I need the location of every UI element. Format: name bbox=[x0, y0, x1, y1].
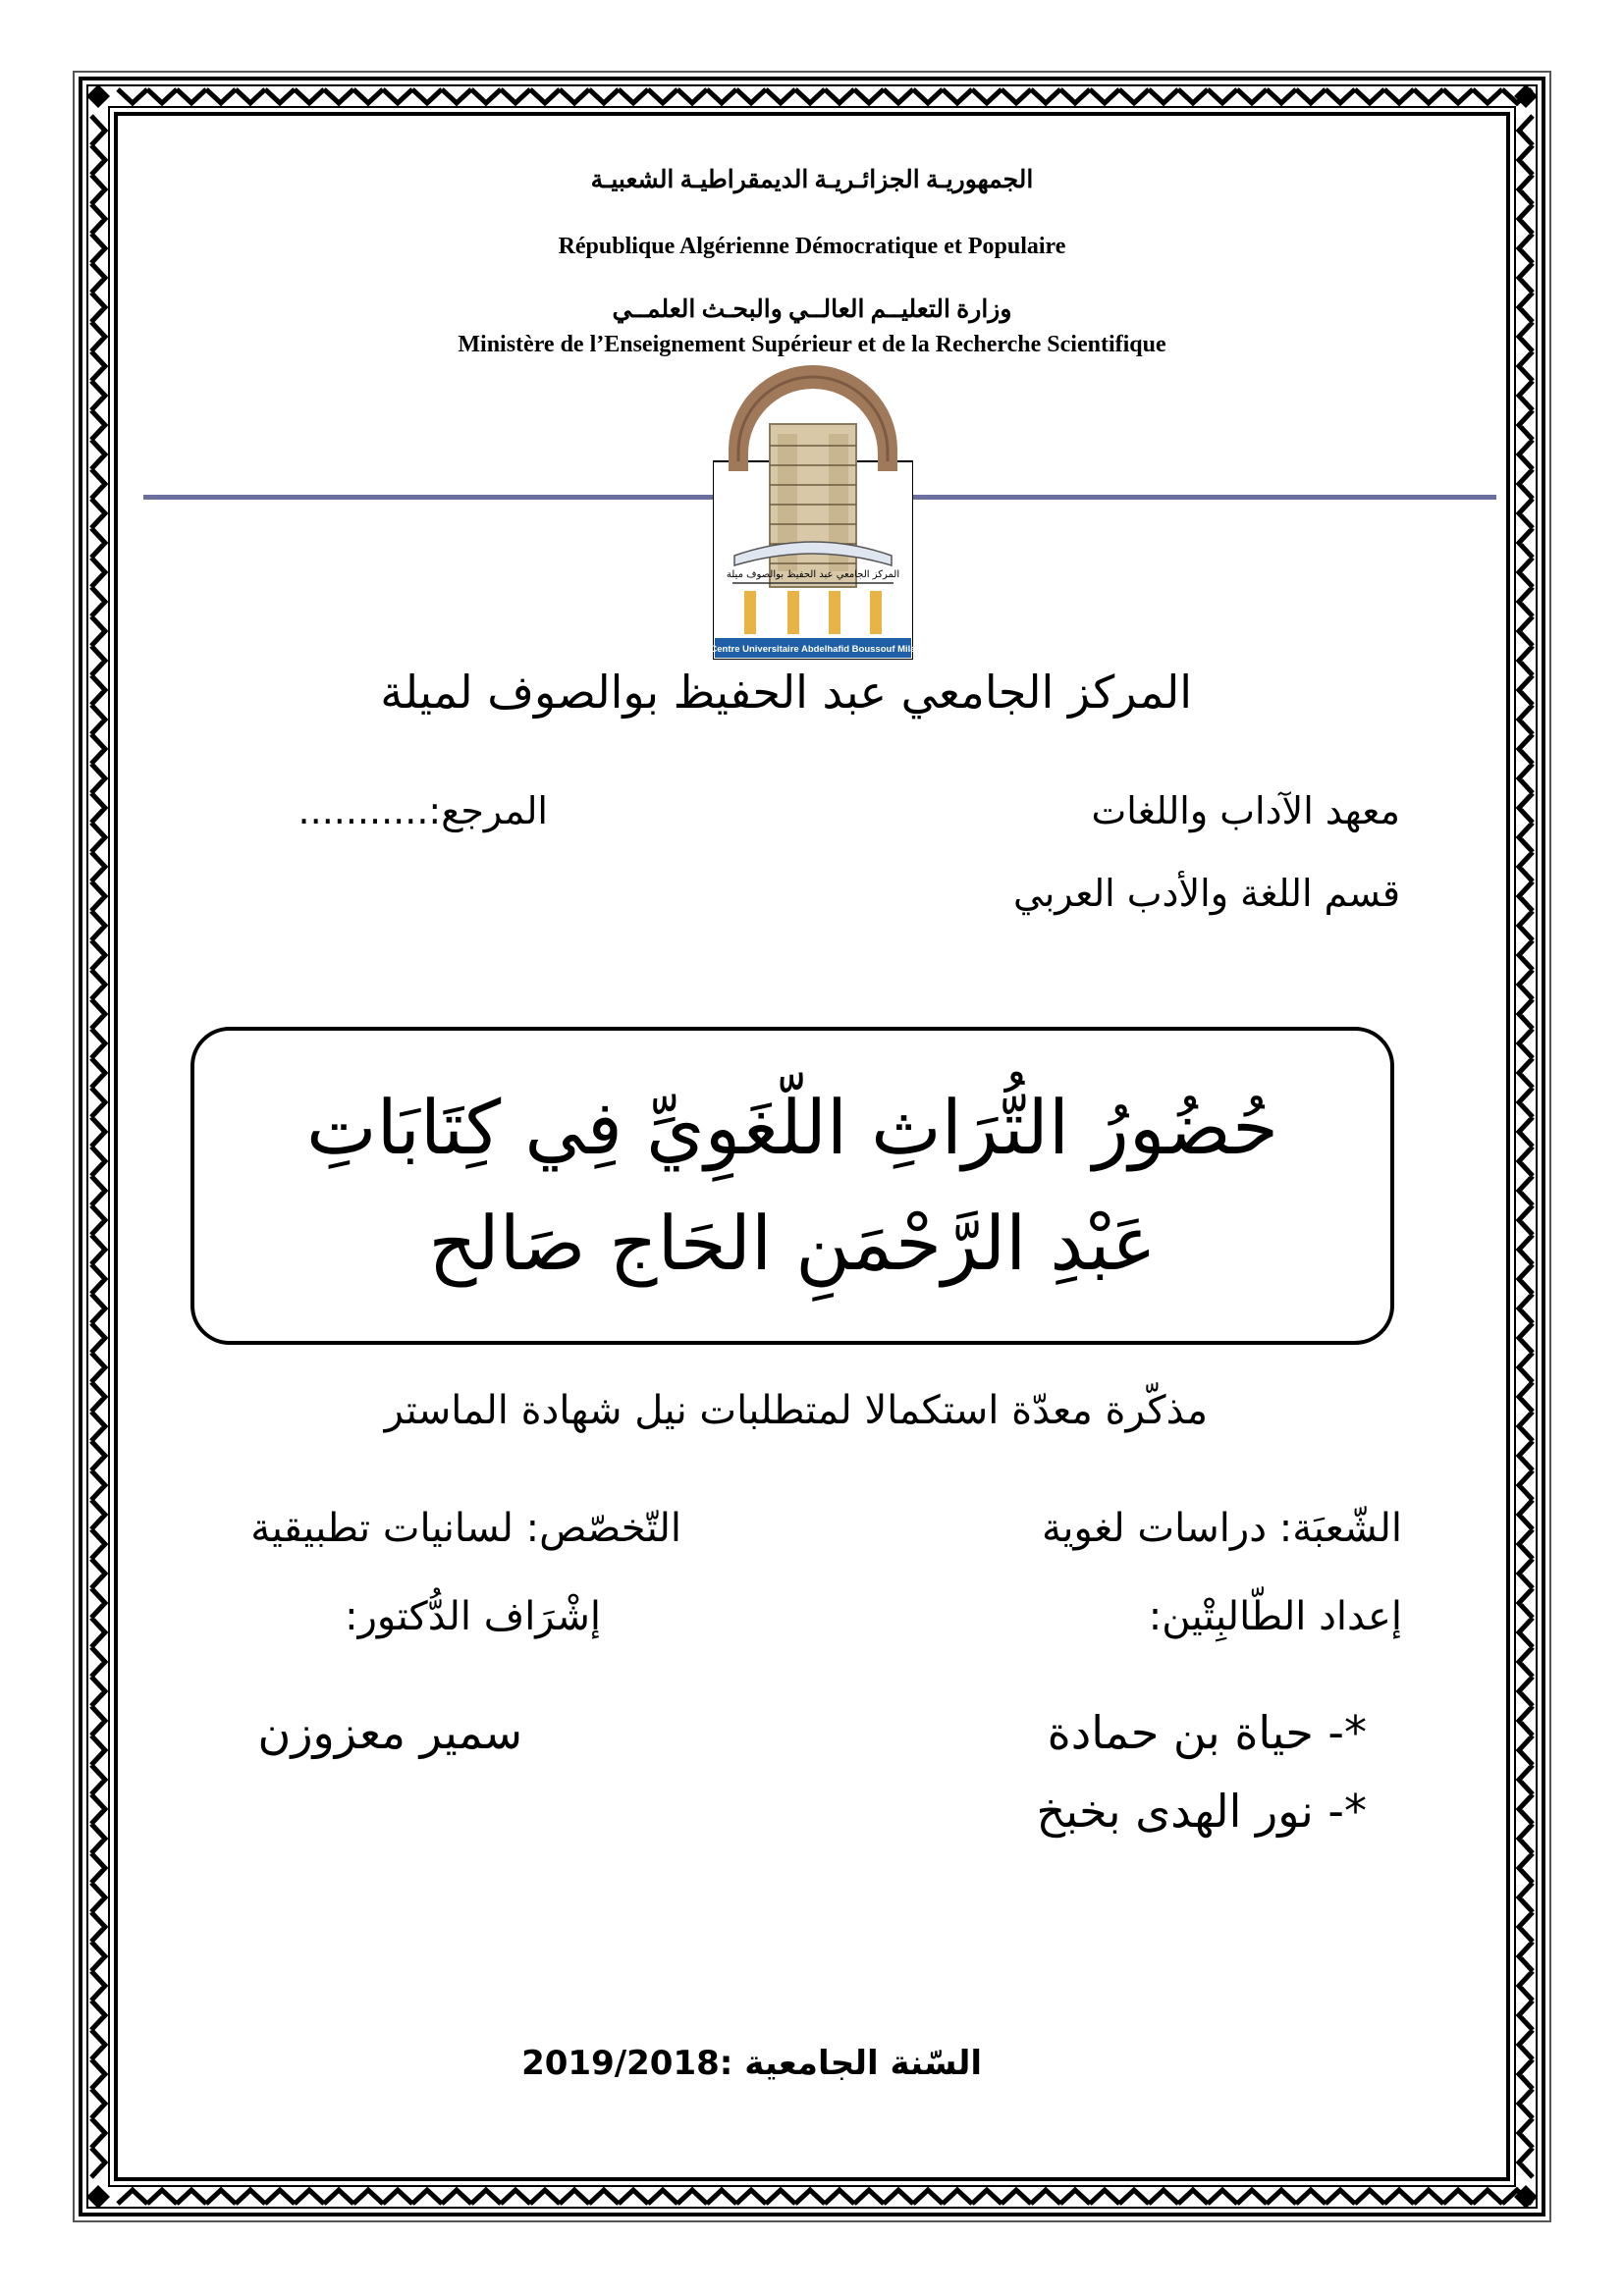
student-name-1: *- حياة بن حمادة bbox=[1047, 1706, 1367, 1759]
branch-field: الشّعبَة: دراسات لغوية bbox=[1041, 1506, 1402, 1551]
ministry-arabic: وزارة التعليــم العالــي والبحـث العلمــي bbox=[612, 296, 1012, 323]
logo-arabic-text: المركز الجامعي عبد الحفيظ بوالصوف ميلة bbox=[726, 569, 900, 580]
ministry-french: Ministère de l’Enseignement Supérieur et de la Recherche Scientifique bbox=[458, 332, 1166, 357]
department-name: قسم اللغة والأدب العربي bbox=[1013, 872, 1400, 915]
university-center-name: المركز الجامعي عبد الحفيظ بوالصوف لميلة bbox=[380, 666, 1192, 719]
reference-field: المرجع:........... bbox=[298, 789, 548, 832]
divider-left bbox=[143, 495, 713, 500]
thesis-title-line-1: حُضُورُ التُّرَاثِ اللّغَوِيِّ فِي كِتَابَاتِ bbox=[306, 1084, 1278, 1171]
logo-caption: Centre Universitaire Abdelhafid Boussouf Mila bbox=[713, 644, 913, 655]
academic-year: السّنة الجامعية :2019/2018 bbox=[521, 2044, 982, 2083]
university-logo bbox=[713, 355, 913, 660]
divider-right bbox=[913, 495, 1496, 500]
thesis-title-box bbox=[190, 1027, 1394, 1345]
thesis-subtitle: مذكّرة معدّة استكمالا لمتطلبات نيل شهادة الماستر bbox=[384, 1388, 1208, 1433]
supervisor-name: سمير معزوزن bbox=[257, 1706, 522, 1759]
republic-french: République Algérienne Démocratique et Populaire bbox=[558, 234, 1066, 259]
specialty-field: التّخصّص: لسانيات تطبيقية bbox=[250, 1506, 681, 1551]
thesis-title-line-2: عَبْدِ الرَّحْمَنِ الحَاج صَالح bbox=[428, 1200, 1157, 1287]
supervisor-label: إشْرَاف الدُّكتور: bbox=[345, 1594, 601, 1639]
student-name-2: *- نور الهدى بخبخ bbox=[1036, 1785, 1367, 1838]
institute-name: معهد الآداب واللغات bbox=[1091, 789, 1400, 832]
republic-arabic: الجمهوريـة الجزائـريـة الديمقراطيـة الشعبيـة bbox=[590, 167, 1034, 193]
prepared-by-label: إعداد الطّالبِتْين: bbox=[1148, 1594, 1402, 1639]
